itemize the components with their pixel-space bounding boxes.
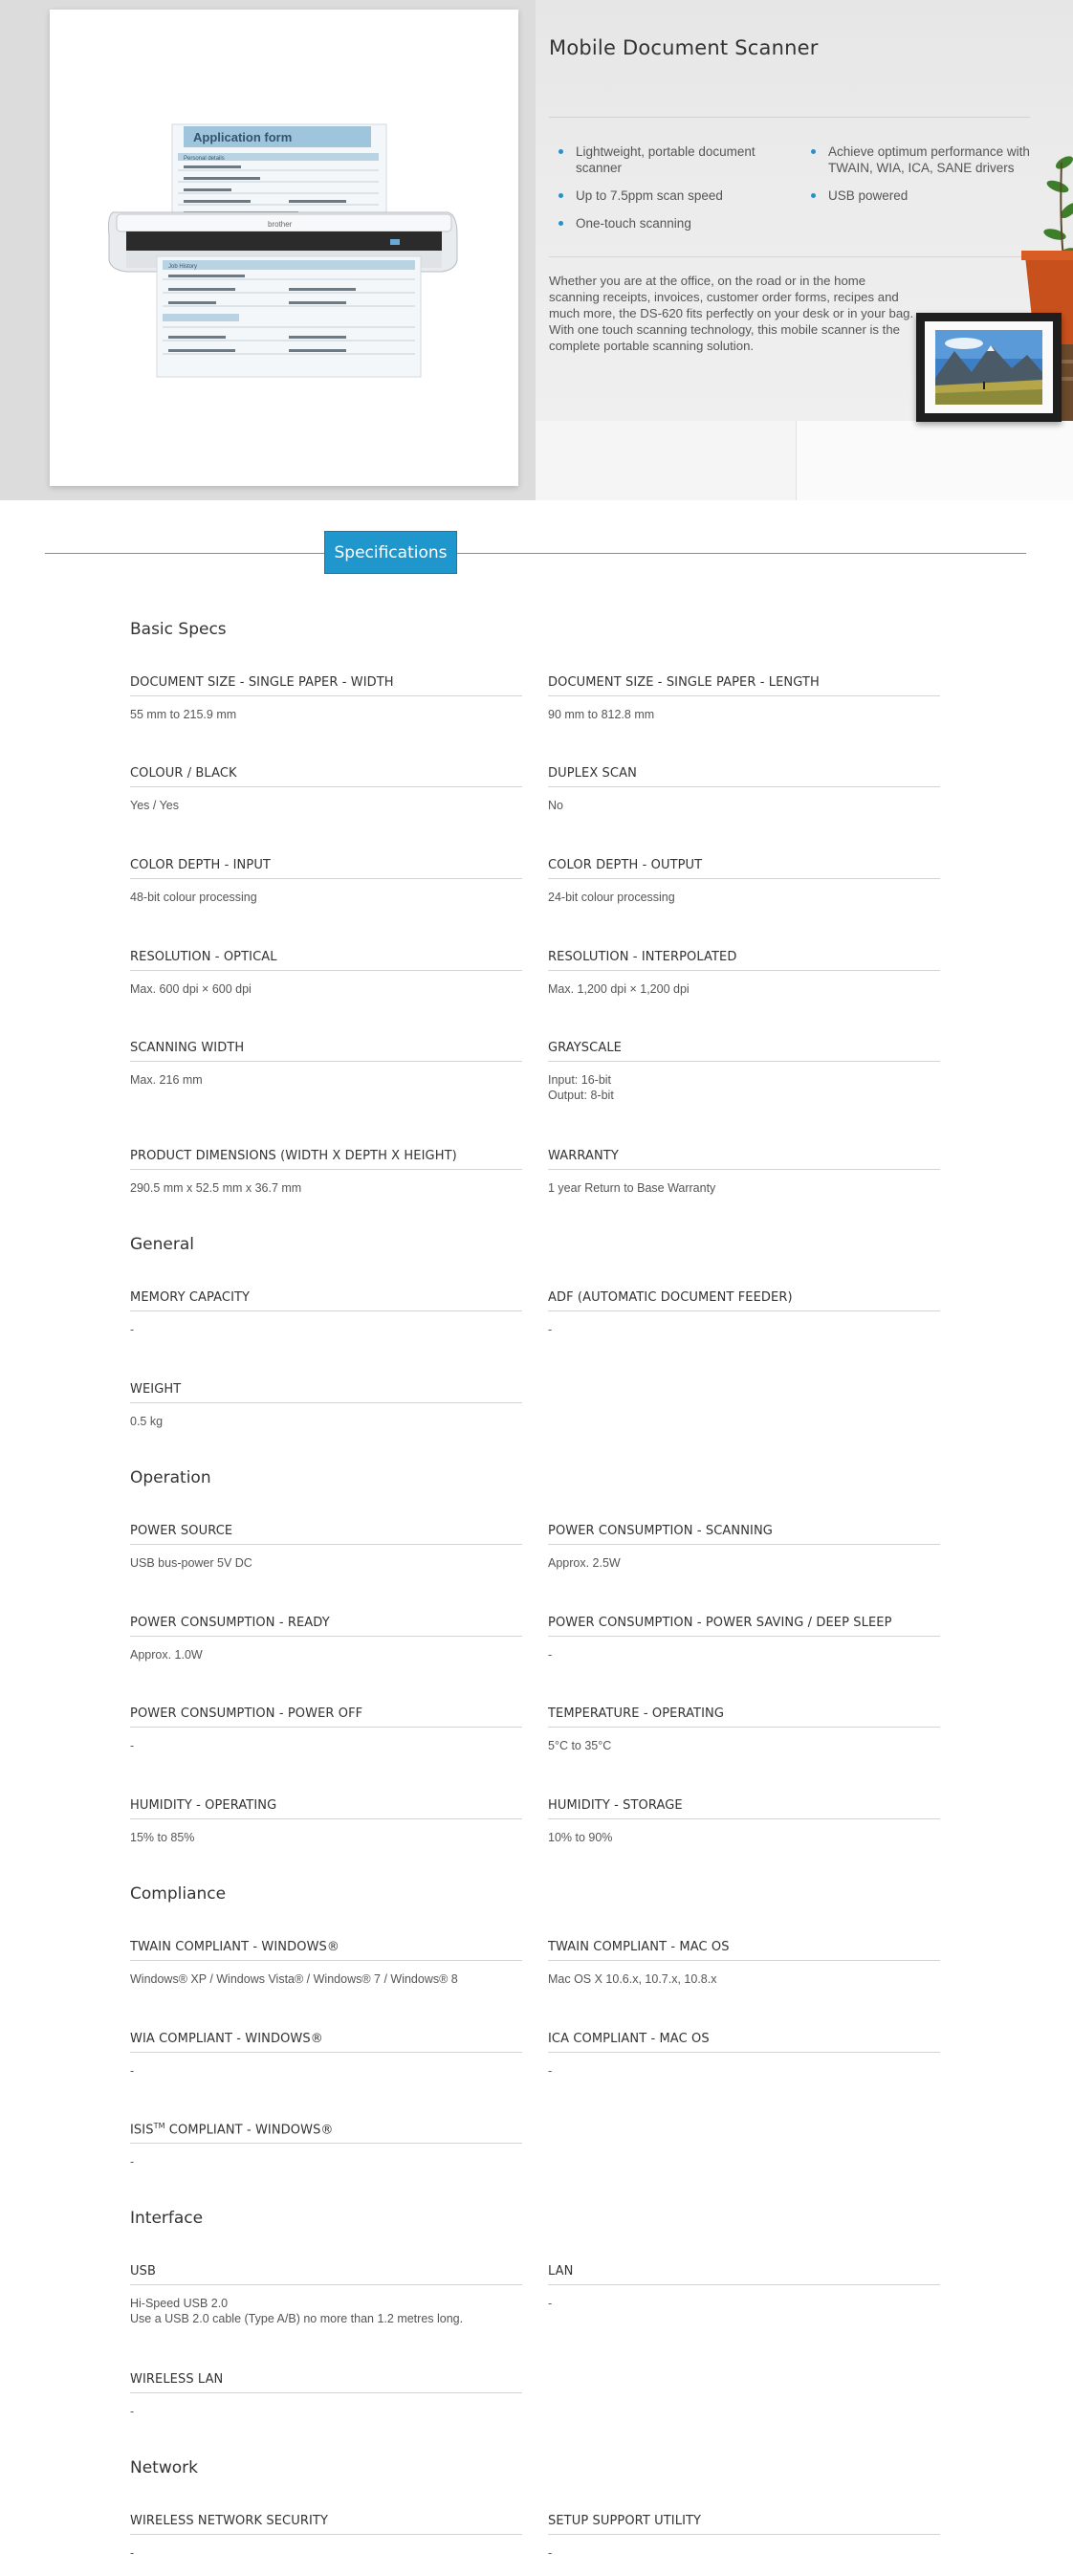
spec-value — [130, 2296, 522, 2326]
spec-value: 15% to 85% — [130, 1831, 195, 1844]
spec-value: USB bus-power 5V DC — [130, 1556, 252, 1570]
spec-label: POWER CONSUMPTION - POWER SAVING / DEEP SLEEP — [548, 1616, 940, 1637]
form-title-text: Application form — [193, 130, 293, 144]
spec-value: Windows® XP / Windows Vista® / Windows® 7 / Windows® 8 — [130, 1972, 458, 1986]
spec-label: MEMORY CAPACITY — [130, 1290, 522, 1311]
spec-value: Max. 600 dpi × 600 dpi — [130, 982, 252, 996]
spec-isis-windows — [130, 2122, 522, 2169]
spec-value: - — [130, 2064, 135, 2078]
spec-value: 290.5 mm x 52.5 mm x 36.7 mm — [130, 1181, 302, 1195]
spec-label: TWAIN COMPLIANT - WINDOWS® — [130, 1940, 522, 1961]
spec-label: RESOLUTION - INTERPOLATED — [548, 950, 940, 971]
spec-label: WARRANTY — [548, 1149, 940, 1170]
spec-label: WEIGHT — [130, 1382, 522, 1403]
feature-text: USB powered — [828, 188, 909, 203]
spec-label — [130, 2122, 522, 2144]
spec-label: WIA COMPLIANT - WINDOWS® — [130, 2032, 522, 2053]
spec-lan — [548, 2264, 940, 2311]
spec-label: WIRELESS NETWORK SECURITY — [130, 2514, 522, 2535]
section-title-operation: Operation — [130, 1468, 211, 1487]
spec-label: SETUP SUPPORT UTILITY — [548, 2514, 940, 2535]
spec-twain-windows — [130, 1940, 522, 1987]
spec-value-line: Output: 8-bit — [548, 1089, 614, 1102]
spec-resolution-optical — [130, 950, 522, 997]
bullet-icon — [811, 193, 816, 198]
bullet-icon — [558, 193, 563, 198]
feature-item — [555, 143, 792, 176]
spec-value: - — [548, 2064, 553, 2078]
spec-wireless-security — [130, 2514, 522, 2561]
spec-setup-utility — [548, 2514, 940, 2561]
spec-label: COLOUR / BLACK — [130, 766, 522, 787]
spec-label: GRAYSCALE — [548, 1041, 940, 1062]
spec-label: ADF (AUTOMATIC DOCUMENT FEEDER) — [548, 1290, 940, 1311]
feature-item — [807, 143, 1044, 176]
spec-power-off — [130, 1706, 522, 1753]
bullet-icon — [558, 149, 563, 154]
spec-value: - — [130, 2155, 135, 2169]
spec-value: Mac OS X 10.6.x, 10.7.x, 10.8.x — [548, 1972, 717, 1986]
spec-power-source — [130, 1524, 522, 1571]
spec-color-depth-input — [130, 858, 522, 905]
feature-item — [555, 187, 792, 204]
feature-text: Up to 7.5ppm scan speed — [576, 188, 723, 203]
spec-label: POWER CONSUMPTION - SCANNING — [548, 1524, 940, 1545]
section-title-interface: Interface — [130, 2209, 204, 2228]
spec-value-line: Hi-Speed USB 2.0 — [130, 2297, 229, 2310]
spec-value: - — [548, 1323, 553, 1336]
hero-divider — [549, 117, 1030, 118]
product-photo-card — [50, 10, 518, 486]
spec-value: Max. 216 mm — [130, 1073, 203, 1087]
feature-text: One-touch scanning — [576, 216, 691, 231]
section-title-network: Network — [130, 2458, 198, 2477]
spec-value: 1 year Return to Base Warranty — [548, 1181, 716, 1195]
tab-specifications[interactable]: Specifications — [324, 531, 457, 574]
bullet-icon — [558, 221, 563, 226]
spec-label: SCANNING WIDTH — [130, 1041, 522, 1062]
spec-adf — [548, 1290, 940, 1337]
spec-label-part: ISIS — [130, 2123, 154, 2138]
spec-value: 0.5 kg — [130, 1415, 164, 1428]
spec-warranty — [548, 1149, 940, 1196]
spec-value-line: Input: 16-bit — [548, 1073, 612, 1087]
hero-shelf — [796, 421, 1073, 500]
spec-label: DOCUMENT SIZE - SINGLE PAPER - LENGTH — [548, 675, 940, 696]
feature-column-2 — [807, 143, 1044, 215]
spec-value: - — [130, 2405, 135, 2418]
form-subtitle-text: Personal details — [184, 156, 225, 162]
spec-label: POWER SOURCE — [130, 1524, 522, 1545]
spec-value: 55 mm to 215.9 mm — [130, 708, 237, 721]
spec-value: 90 mm to 812.8 mm — [548, 708, 655, 721]
spec-label-part: COMPLIANT - WINDOWS® — [164, 2123, 334, 2138]
spec-weight — [130, 1382, 522, 1429]
spec-power-ready — [130, 1616, 522, 1662]
spec-label: HUMIDITY - OPERATING — [130, 1798, 522, 1819]
product-title: Mobile Document Scanner — [549, 36, 819, 59]
spec-resolution-interpolated — [548, 950, 940, 997]
spec-label: DOCUMENT SIZE - SINGLE PAPER - WIDTH — [130, 675, 522, 696]
spec-label: POWER CONSUMPTION - READY — [130, 1616, 522, 1637]
spec-value: No — [548, 799, 563, 812]
trademark-sup: TM — [153, 2122, 165, 2130]
spec-wia-windows — [130, 2032, 522, 2079]
form-section-text: Job History — [168, 264, 198, 270]
spec-humidity-storage — [548, 1798, 940, 1845]
spec-label: ICA COMPLIANT - MAC OS — [548, 2032, 940, 2053]
section-title-general: General — [130, 1235, 194, 1254]
spec-label: RESOLUTION - OPTICAL — [130, 950, 522, 971]
spec-color-depth-output — [548, 858, 940, 905]
spec-power-scanning — [548, 1524, 940, 1571]
spec-power-saving — [548, 1616, 940, 1662]
feature-text: Achieve optimum performance with TWAIN, WIA, ICA, SANE drivers — [828, 144, 1030, 175]
product-description: Whether you are at the office, on the road or in the home scanning receipts, invoices, customer order forms, recipes and much more, the DS-620 fits perfectly on your desk or in your bag. With one touch scanning technology, this mobile scanner is the complete portable scanning solution. — [549, 274, 914, 353]
spec-document-width — [130, 675, 522, 722]
feature-column-1 — [555, 143, 792, 243]
section-title-compliance: Compliance — [130, 1884, 227, 1904]
spec-value: - — [548, 1648, 553, 1662]
spec-value: Approx. 2.5W — [548, 1556, 621, 1570]
spec-label: TEMPERATURE - OPERATING — [548, 1706, 940, 1728]
bullet-icon — [811, 149, 816, 154]
hero-banner — [0, 0, 1073, 500]
spec-value: Approx. 1.0W — [130, 1648, 203, 1662]
mountain-photo — [935, 330, 1042, 405]
spec-label: TWAIN COMPLIANT - MAC OS — [548, 1940, 940, 1961]
feature-item — [807, 187, 1044, 204]
section-title-basic-specs: Basic Specs — [130, 620, 227, 639]
picture-frame-decoration — [916, 313, 1062, 422]
spec-ica-mac — [548, 2032, 940, 2079]
spec-label: PRODUCT DIMENSIONS (WIDTH X DEPTH X HEIGHT) — [130, 1149, 522, 1170]
spec-value: - — [130, 1323, 135, 1336]
spec-label: COLOR DEPTH - OUTPUT — [548, 858, 940, 879]
scanner-product-image — [50, 10, 518, 486]
scanner-brand-text: brother — [268, 220, 293, 229]
spec-label: WIRELESS LAN — [130, 2372, 522, 2393]
spec-grayscale — [548, 1041, 940, 1103]
specifications-divider — [45, 553, 1026, 554]
spec-temperature-operating — [548, 1706, 940, 1753]
spec-wireless-lan — [130, 2372, 522, 2419]
spec-value-line: Use a USB 2.0 cable (Type A/B) no more than 1.2 metres long. — [130, 2312, 464, 2325]
feature-text: Lightweight, portable document scanner — [576, 144, 755, 175]
spec-duplex-scan — [548, 766, 940, 813]
spec-value: 5°C to 35°C — [548, 1739, 612, 1752]
spec-value: - — [548, 2546, 553, 2560]
spec-value: - — [548, 2297, 553, 2310]
spec-label: LAN — [548, 2264, 940, 2285]
spec-document-length — [548, 675, 940, 722]
spec-value: - — [130, 1739, 135, 1752]
spec-label: DUPLEX SCAN — [548, 766, 940, 787]
spec-label: USB — [130, 2264, 522, 2285]
spec-scanning-width — [130, 1041, 522, 1088]
spec-value — [548, 1072, 940, 1103]
spec-twain-mac — [548, 1940, 940, 1987]
spec-humidity-operating — [130, 1798, 522, 1845]
feature-item — [555, 215, 792, 231]
spec-label: COLOR DEPTH - INPUT — [130, 858, 522, 879]
spec-label: HUMIDITY - STORAGE — [548, 1798, 940, 1819]
spec-value: 10% to 90% — [548, 1831, 613, 1844]
spec-label: POWER CONSUMPTION - POWER OFF — [130, 1706, 522, 1728]
hero-divider-2 — [549, 256, 1030, 257]
spec-memory-capacity — [130, 1290, 522, 1337]
spec-value: Max. 1,200 dpi × 1,200 dpi — [548, 982, 690, 996]
spec-value: 48-bit colour processing — [130, 891, 257, 904]
spec-usb — [130, 2264, 522, 2326]
spec-value: Yes / Yes — [130, 799, 179, 812]
spec-colour-black — [130, 766, 522, 813]
spec-value: - — [130, 2546, 135, 2560]
spec-product-dimensions — [130, 1149, 522, 1196]
spec-value: 24-bit colour processing — [548, 891, 675, 904]
